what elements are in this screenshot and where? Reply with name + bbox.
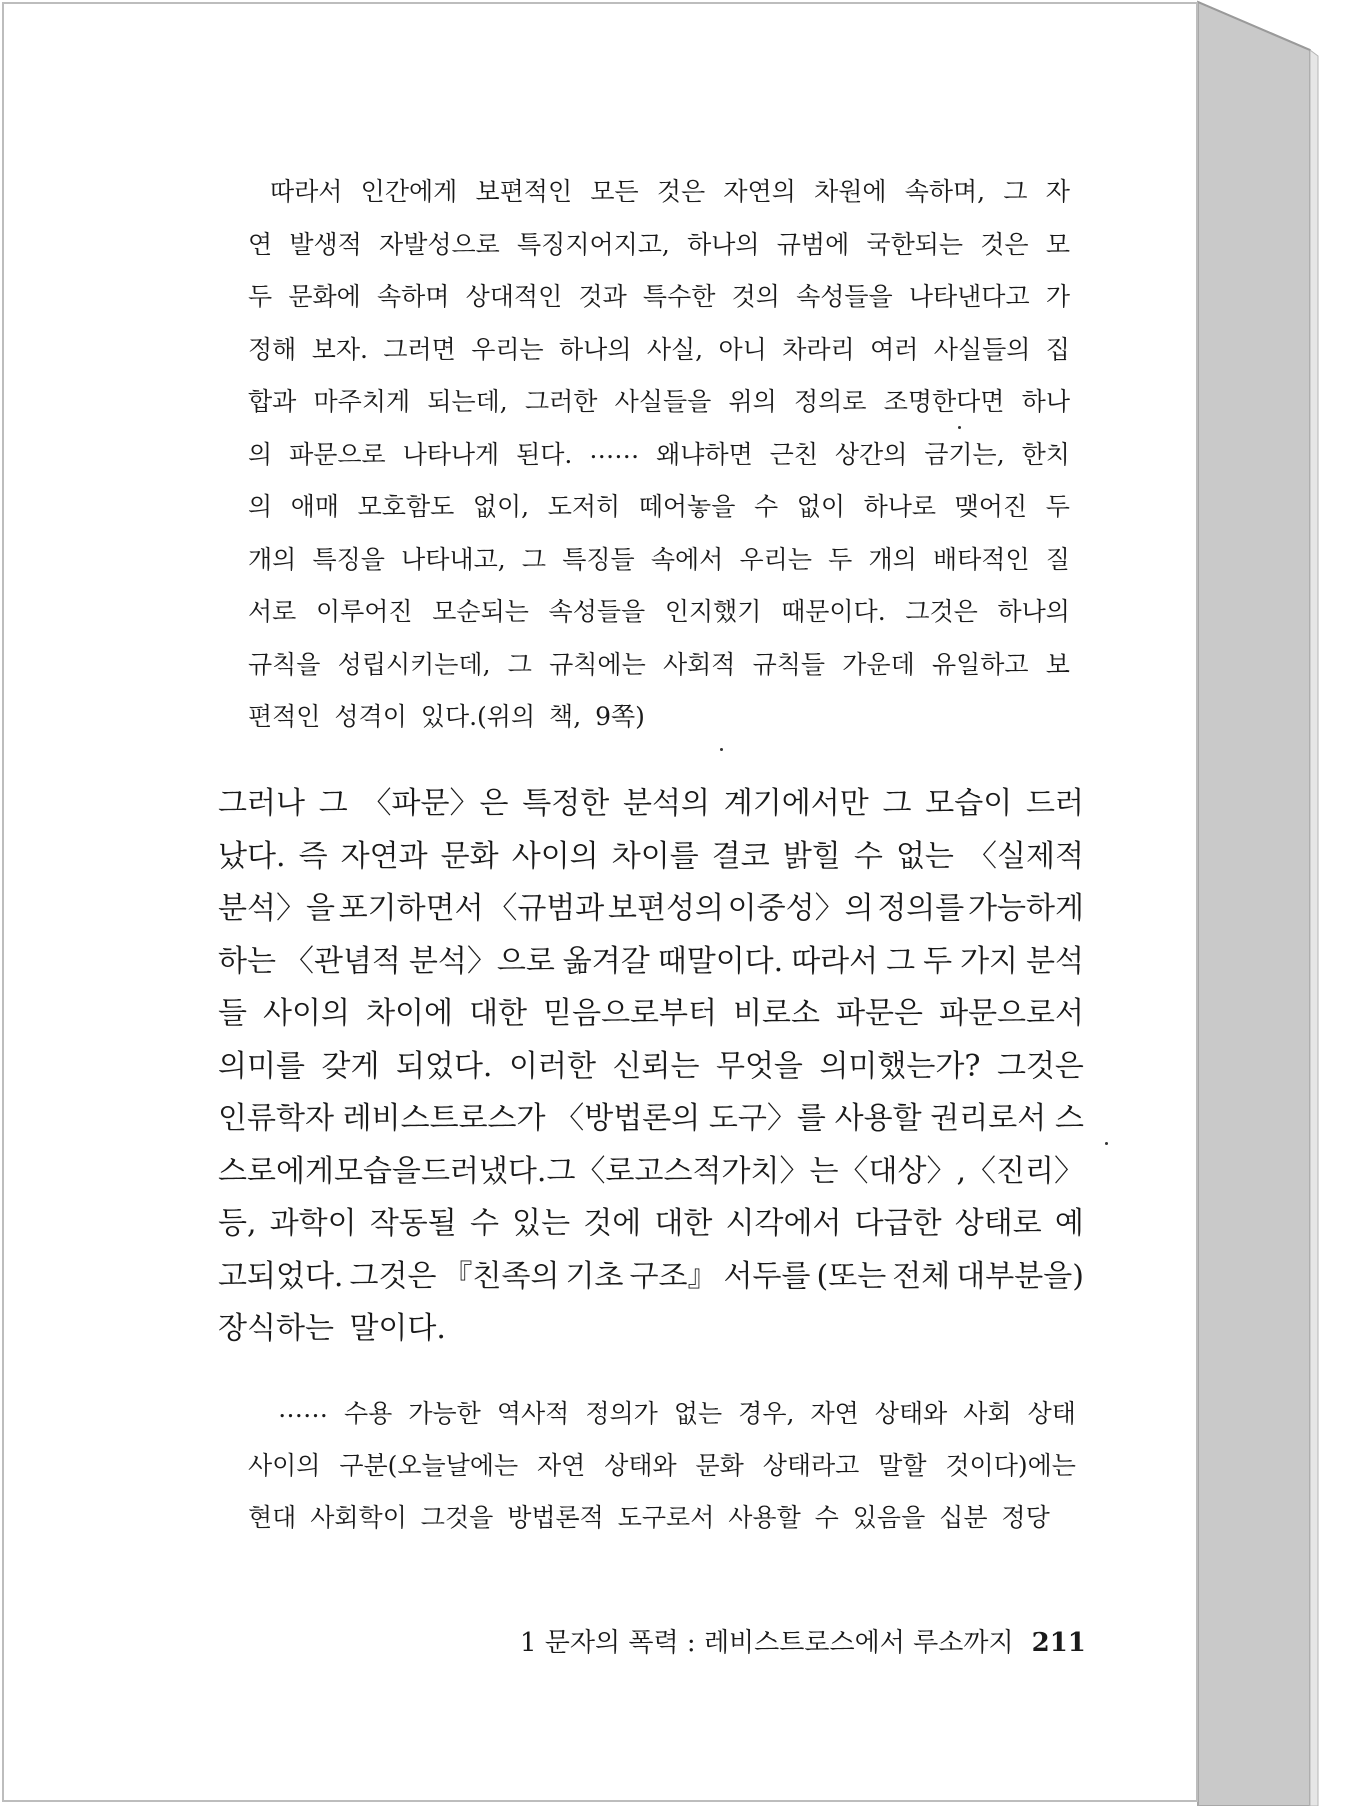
text-line: 났다. 즉 자연과 문화 사이의 차이를 결코 밝힐 수 없는 〈실제적 [218, 838, 1084, 874]
text-line: 하는 〈관념적 분석〉으로 옮겨갈 때말이다. 따라서 그 두 가지 분석 [218, 943, 1084, 979]
text-line: 정해 보자. 그러면 우리는 하나의 사실, 아니 차라리 여러 사실들의 집 [248, 334, 1070, 364]
page-footer [520, 1622, 1086, 1659]
text-line: 규칙을 성립시키는데, 그 규칙에는 사회적 규칙들 가운데 유일하고 보 [248, 649, 1070, 679]
running-head: 1 문자의 폭력 : 레비스트로스에서 루소까지 [520, 1628, 1014, 1658]
text-line: 사이의 구분(오늘날에는 자연 상태와 문화 상태라고 말할 것이다)에는 [248, 1451, 1076, 1480]
text-line: 의 파문으로 나타나게 된다. …… 왜냐하면 근친 상간의 금기는, 한치 [248, 434, 1070, 469]
text-line: 분석〉을 포기하면서 〈규범과 보편성의 이중성〉의 정의를 가능하게 [218, 891, 1084, 926]
text-line: 합과 마주치게 되는데, 그러한 사실들을 위의 정의로 조명한다면 하나 [248, 387, 1070, 416]
page-number: 211 [1031, 1628, 1086, 1658]
text-line: 인류학자 레비스트로스가 〈방법론의 도구〉를 사용할 권리로서 스 [218, 1101, 1084, 1136]
text-line: 의 애매 모호함도 없이, 도저히 떼어놓을 수 없이 하나로 맺어진 두 [248, 492, 1070, 521]
body-paragraph [218, 778, 1084, 1358]
text-line: 두 문화에 속하며 상대적인 것과 특수한 것의 속성들을 나타낸다고 가 [248, 282, 1070, 311]
text-line: …… 수용 가능한 역사적 정의가 없는 경우, 자연 상태와 사회 상태 [278, 1394, 1076, 1428]
block-quote-1 [248, 172, 1070, 752]
text-line: 장식하는 말이다. [218, 1311, 446, 1346]
text-line: 고되었다. 그것은 『친족의 기초 구조』 서두를 (또는 전체 대부분을) [218, 1258, 1084, 1294]
text-line: 들 사이의 차이에 대한 믿음으로부터 비로소 파문은 파문으로서 [218, 996, 1084, 1031]
text-line: 편적인 성격이 있다.(위의 책, 9쪽) [248, 702, 645, 731]
scan-speck [720, 748, 723, 751]
block-quote-2 [248, 1394, 1076, 1554]
scan-speck [1105, 1142, 1108, 1145]
text-line: 서로 이루어진 모순되는 속성들을 인지했기 때문이다. 그것은 하나의 [248, 597, 1070, 626]
text-line: 개의 특징을 나타내고, 그 특징들 속에서 우리는 두 개의 배타적인 질 [248, 544, 1070, 574]
scan-speck [958, 426, 961, 429]
text-line: 등, 과학이 작동될 수 있는 것에 대한 시각에서 다급한 상태로 예 [218, 1206, 1084, 1241]
text-line: 의미를 갖게 되었다. 이러한 신뢰는 무엇을 의미했는가? 그것은 [218, 1048, 1084, 1084]
text-line: 그러나 그 〈파문〉은 특정한 분석의 계기에서만 그 모습이 드러 [218, 786, 1084, 821]
text-line: 스로에게 모습을 드러냈다. 그 〈로고스적 가치〉는 〈대상〉, 〈진리〉 [218, 1153, 1084, 1189]
text-line: 연 발생적 자발성으로 특징지어지고, 하나의 규범에 국한되는 것은 모 [248, 229, 1070, 259]
text-line: 따라서 인간에게 보편적인 모든 것은 자연의 차원에 속하며, 그 자 [270, 177, 1070, 206]
text-line: 현대 사회학이 그것을 방법론적 도구로서 사용할 수 있음을 십분 정당 [248, 1503, 1050, 1532]
